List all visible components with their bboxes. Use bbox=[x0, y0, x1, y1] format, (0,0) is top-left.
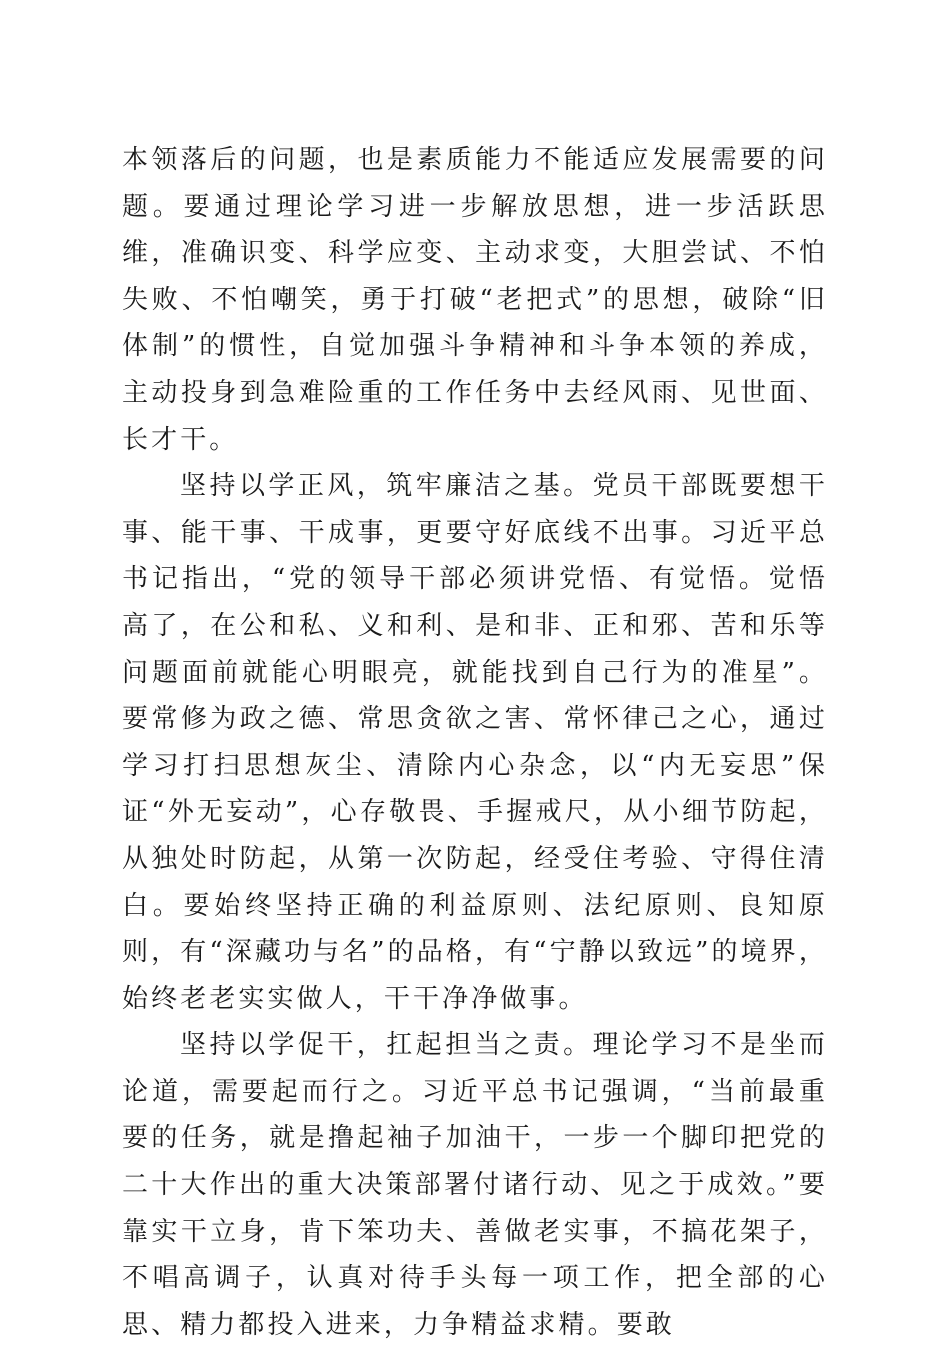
paragraph-action: 坚持以学促干，扛起担当之责。理论学习不是坐而论道，需要起而行之。习近平总书记强调，“当前最重要的任务，就是撸起袖子加油干，一步一个脚印把党的二十大作出的重大决策部署付诸行动、见之于成效。”要靠实干立身，肯下笨功夫、善做老实事，不搞花架子，不唱高调子，认真对待手头每一项工作，把全部的心思、精力都投入进来，力争精益求精。要敢 bbox=[122, 1030, 828, 1340]
document-body bbox=[122, 137, 828, 1348]
paragraph-continuation: 本领落后的问题，也是素质能力不能适应发展需要的问题。要通过理论学习进一步解放思想，进一步活跃思维，准确识变、科学应变、主动求变，大胆尝试、不怕失败、不怕嘲笑，勇于打破“老把式”的思想，破除“旧体制”的惯性，自觉加强斗争精神和斗争本领的养成，主动投身到急难险重的工作任务中去经风雨、见世面、长才干。 bbox=[122, 145, 828, 455]
paragraph-integrity: 坚持以学正风，筑牢廉洁之基。党员干部既要想干事、能干事、干成事，更要守好底线不出事。习近平总书记指出，“党的领导干部必须讲党悟、有觉悟。觉悟高了，在公和私、义和利、是和非、正和邪、苦和乐等问题面前就能心明眼亮，就能找到自己行为的准星”。要常修为政之德、常思贪欲之害、常怀律己之心，通过学习打扫思想灰尘、清除内心杂念，以“内无妄思”保证“外无妄动”，心存敬畏、手握戒尺，从小细节防起，从独处时防起，从第一次防起，经受住考验、守得住清白。要始终坚持正确的利益原则、法纪原则、良知原则，有“深藏功与名”的品格，有“宁静以致远”的境界，始终老老实实做人，干干净净做事。 bbox=[122, 471, 828, 1014]
